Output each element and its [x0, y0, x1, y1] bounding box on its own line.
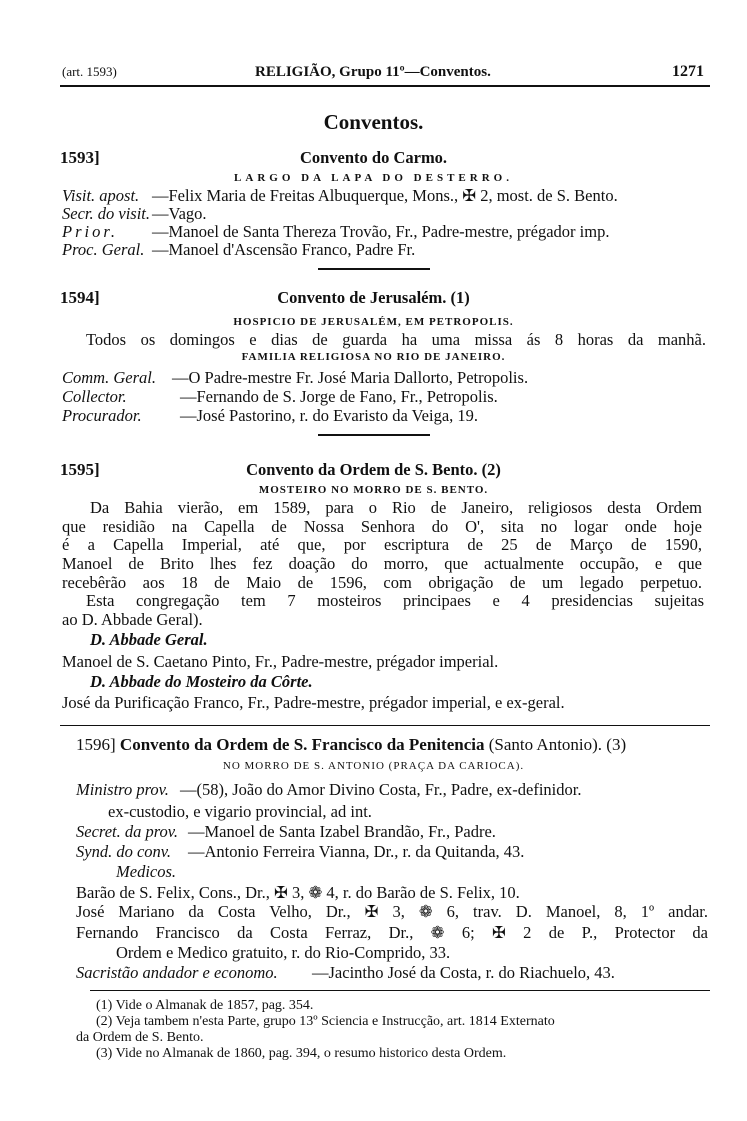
footnote: (2) Veja tambem n'esta Parte, grupo 13º Sciencia e Instrucção, art. 1814 Externato	[96, 1014, 555, 1029]
subheading: D. Abbade do Mosteiro da Côrte.	[90, 672, 313, 691]
person-line: José da Purificação Franco, Fr., Padre-mestre, prégador imperial, e ex-geral.	[62, 693, 565, 712]
mass-note: Todos os domingos e dias de guarda ha uma missa ás 8 horas da manhã.	[86, 330, 706, 349]
role-label: Prior.	[62, 222, 119, 241]
family-heading: FAMILIA RELIGIOSA NO RIO DE JANEIRO.	[241, 351, 506, 363]
section-title: Convento de Jerusalém. (1)	[277, 288, 470, 307]
role-text: —O Padre-mestre Fr. José Maria Dallorto, Petropolis.	[172, 368, 529, 387]
role-text: —(58), João do Amor Divino Costa, Fr., Padre, ex-definidor.	[180, 780, 582, 799]
entry-number: 1594]	[60, 288, 100, 307]
paragraph-line: que residião na Capella de Nossa Senhora do O', sita no logar onde hoje	[62, 517, 702, 536]
doctor-line: José Mariano da Costa Velho, Dr., ✠ 3, ❁ 6, trav. D. Manoel, 8, 1º andar.	[76, 902, 708, 921]
role-text: —Manoel d'Ascensão Franco, Padre Fr.	[152, 240, 416, 259]
doctor-line: Barão de S. Felix, Cons., Dr., ✠ 3, ❁ 4, r. do Barão de S. Felix, 10.	[76, 883, 520, 902]
paragraph-line: recebêrão aos 18 de Maio de 1596, com obrigação de um legado perpetuo.	[62, 573, 702, 592]
entry-number: 1593]	[60, 148, 100, 167]
role-text: —Felix Maria de Freitas Albuquerque, Mons., ✠ 2, most. de S. Bento.	[152, 186, 618, 205]
section-subtitle: NO MORRO DE S. ANTONIO (PRAÇA DA CARIOCA).	[222, 760, 525, 772]
role-text: —Manoel de Santa Izabel Brandão, Fr., Padre.	[188, 822, 496, 841]
role-text: —José Pastorino, r. do Evaristo da Veiga, 19.	[180, 406, 479, 425]
doctor-line: Fernando Francisco da Costa Ferraz, Dr., ❁ 6; ✠ 2 de P., Protector da	[76, 923, 708, 942]
footnote: (3) Vide no Almanak de 1860, pag. 394, o resumo historico desta Ordem.	[96, 1046, 507, 1061]
role-text-continued: ex-custodio, e vigario provincial, ad int.	[108, 802, 372, 821]
role-label: Ministro prov.	[76, 780, 169, 799]
role-text: —Antonio Ferreira Vianna, Dr., r. da Quitanda, 43.	[188, 842, 525, 861]
footnote-rule	[90, 990, 710, 991]
role-text: —Jacintho José da Costa, r. do Riachuelo, 43.	[312, 963, 615, 982]
role-text: —Fernando de S. Jorge de Fano, Fr., Petropolis.	[180, 387, 498, 406]
entry-number: 1596]	[76, 735, 116, 754]
paragraph-line: Da Bahia vierão, em 1589, para o Rio de Janeiro, religiosos desta Ordem	[90, 498, 702, 517]
paragraph-line: Esta congregação tem 7 mosteiros principaes e 4 presidencias sujeitas	[86, 591, 704, 610]
role-label: Comm. Geral.	[62, 368, 156, 387]
section-title: Convento da Ordem de S. Bento. (2)	[246, 460, 501, 479]
paragraph-line: Manoel de Brito lhes fez doação do morro, que actualmente occupão, e que	[62, 554, 702, 573]
subheading: Medicos.	[116, 862, 177, 881]
role-label: Secr. do visit.	[62, 204, 150, 223]
section-subtitle: MOSTEIRO NO MORRO DE S. BENTO.	[258, 484, 489, 496]
header-rule	[60, 85, 710, 87]
person-line: Manoel de S. Caetano Pinto, Fr., Padre-mestre, prégador imperial.	[62, 652, 499, 671]
page-number: 1271	[672, 63, 704, 80]
section-subtitle: HOSPICIO DE JERUSALÉM, EM PETROPOLIS.	[233, 316, 514, 328]
section-address: LARGO DA LAPA DO DESTERRO.	[234, 172, 513, 184]
divider	[318, 434, 430, 436]
role-label: Secret. da prov.	[76, 822, 179, 841]
role-label: Sacristão andador e economo.	[76, 963, 278, 982]
divider	[60, 725, 710, 726]
subheading: D. Abbade Geral.	[90, 630, 208, 649]
role-label: Procurador.	[62, 406, 142, 425]
section-title: Convento da Ordem de S. Francisco da Penitencia	[119, 735, 485, 754]
role-label: Visit. apost.	[62, 186, 140, 205]
footnote: da Ordem de S. Bento.	[76, 1030, 204, 1045]
role-text: —Vago.	[152, 204, 207, 223]
divider	[318, 268, 430, 270]
entry-number: 1595]	[60, 460, 100, 479]
header-title: RELIGIÃO, Grupo 11º—Conventos.	[255, 64, 491, 80]
role-text: —Manoel de Santa Thereza Trovão, Fr., Padre-mestre, prégador imp.	[152, 222, 610, 241]
role-label: Proc. Geral.	[62, 240, 145, 259]
header-article: (art. 1593)	[62, 64, 117, 79]
role-label: Collector.	[62, 387, 127, 406]
role-label: Synd. do conv.	[76, 842, 171, 861]
section-title-extra: (Santo Antonio). (3)	[488, 735, 627, 754]
doctor-line-continued: Ordem e Medico gratuito, r. do Rio-Comprido, 33.	[116, 943, 451, 962]
footnote: (1) Vide o Almanak de 1857, pag. 354.	[96, 998, 314, 1013]
section-title: Convento do Carmo.	[299, 148, 448, 167]
paragraph-line: ao D. Abbade Geral).	[62, 610, 203, 629]
page-title: Conventos.	[323, 110, 424, 134]
paragraph-line: é a Capella Imperial, até que, por escriptura de 25 de Março de 1590,	[62, 535, 702, 554]
